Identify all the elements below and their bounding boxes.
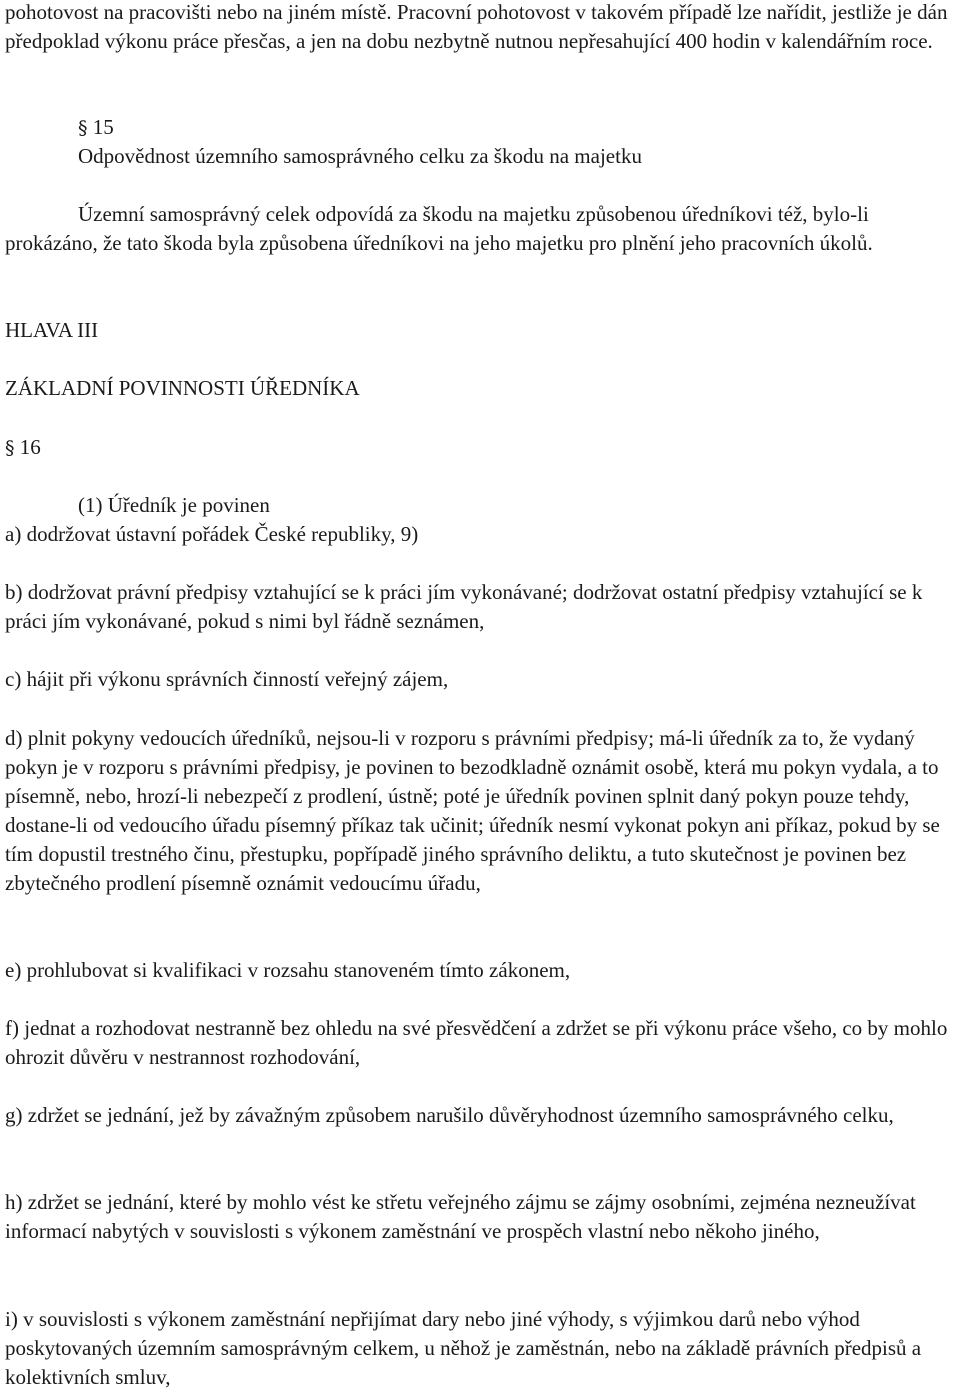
section-16-number: 16 [19,435,41,459]
list-item-d: d) plnit pokyny vedoucích úředníků, nejsou-li v rozporu s právními předpisy; má-li úředník za to, že vydaný pokyn je v rozporu s právními předpisy, je povinen to bezodkladně oznámit osobě, která mu pokyn vydala, a to písemně, nebo, hrozí-li nebezpečí z prodlení, ústně; poté je úředník povinen splnit daný pokyn pouze tehdy, dostane-li od vedoucího úřadu písemný příkaz tak učinit; úředník nesmí vykonat pokyn ani příkaz, pokud by se tím dopustil trestného činu, přestupku, popřípadě jiného správního deliktu, a tuto skutečnost je povinen bez zbytečného prodlení písemně oznámit vedoucímu úřadu, [5,726,940,895]
list-item-f: f) jednat a rozhodovat nestranně bez ohledu na své přesvědčení a zdržet se při výkonu práce všeho, co by mohlo ohrozit důvěru v nestrannost rozhodování, [5,1016,948,1069]
list-item-h: h) zdržet se jednání, které by mohlo vést ke střetu veřejného zájmu se zájmy osobními, zejména nezneužívat informací nabytých v souvislosti s výkonem zaměstnání ve prospěch vlastní nebo někoho jiného, [5,1190,916,1243]
list-item-a: a) dodržovat ústavní pořádek České republiky, 9) [5,522,419,546]
section-15-number: 15 [92,115,114,139]
section-16-heading [5,433,960,463]
list-item-g: g) zdržet se jednání, jež by závažným způsobem narušilo důvěryhodnost územního samosprávného celku, [5,1103,894,1127]
section-15-title: Odpovědnost územního samosprávného celku za škodu na majetku [78,144,642,168]
document-page [5,0,960,1393]
list-item-e: e) prohlubovat si kvalifikaci v rozsahu stanoveném tímto zákonem, [5,958,571,982]
chapter-title: ZÁKLADNÍ POVINNOSTI ÚŘEDNÍKA [5,376,360,400]
intro-paragraph: pohotovost na pracovišti nebo na jiném místě. Pracovní pohotovost v takovém případě lze nařídit, jestliže je dán předpoklad výkonu práce přesčas, a jen na dobu nezbytně nutnou nepřesahující 400 hodin v kalendářním roce. [5,0,948,53]
section-symbol: § [5,437,15,459]
section-15-heading [5,113,960,143]
section-symbol: § [78,117,88,139]
list-item-c: c) hájit při výkonu správních činností veřejný zájem, [5,667,449,691]
chapter-label: HLAVA III [5,318,99,342]
section-16-lead: (1) Úředník je povinen [78,493,270,517]
section-15-body: Územní samosprávný celek odpovídá za škodu na majetku způsobenou úředníkovi též, bylo-li prokázáno, že tato škoda byla způsobena úředníkovi na jeho majetku pro plnění jeho pracovních úkolů. [5,202,873,255]
list-item-b: b) dodržovat právní předpisy vztahující se k práci jím vykonávané; dodržovat ostatní předpisy vztahující se k práci jím vykonávané, pokud s nimi byl řádně seznámen, [5,580,923,633]
list-item-i: i) v souvislosti s výkonem zaměstnání nepřijímat dary nebo jiné výhody, s výjimkou darů nebo výhod poskytovaných územním samosprávným celkem, u něhož je zaměstnán, nebo na základě právních předpisů a kolektivních smluv, [5,1307,922,1389]
